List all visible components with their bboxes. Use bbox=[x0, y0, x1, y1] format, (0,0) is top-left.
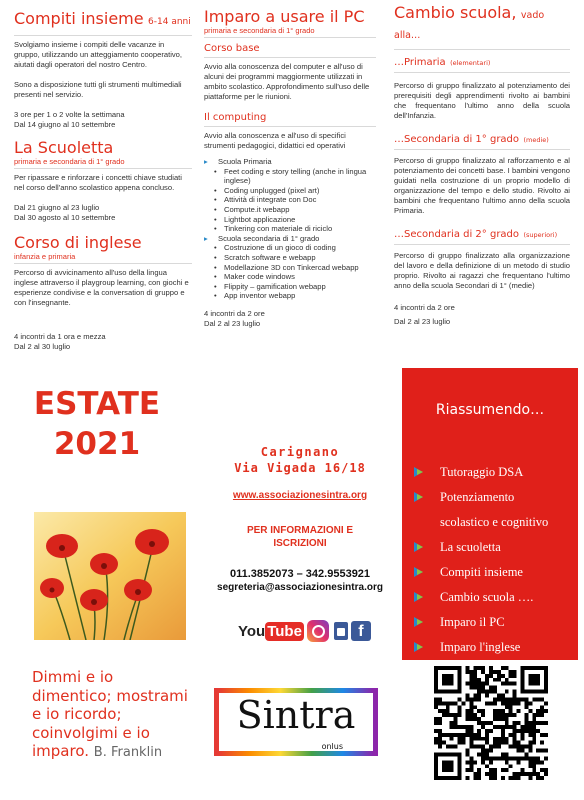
city: Carignano bbox=[260, 445, 340, 459]
column-right bbox=[394, 4, 570, 327]
arrow-icon bbox=[414, 642, 426, 653]
cambio-title-row bbox=[394, 4, 570, 45]
inglese-text: Percorso di avvicinamento all'uso della lingua inglese attraverso il playgroup learning, con giochi e esperienze condivise e la conversation di gruppo e con l'insegnante. bbox=[14, 268, 189, 307]
pc-subtitle: primaria e secondaria di 1° grado bbox=[204, 26, 315, 35]
list-item: • App inventor webapp bbox=[204, 291, 376, 301]
primaria-title: …Primaria bbox=[394, 57, 446, 68]
youtube-tube: Tube bbox=[267, 622, 302, 640]
sintra-logo bbox=[214, 688, 378, 756]
list-head-primaria: ▸ Scuola Primaria bbox=[204, 157, 376, 167]
sec1-note: (medie) bbox=[523, 136, 549, 144]
sec1-heading bbox=[394, 131, 570, 147]
section-inglese bbox=[14, 233, 192, 352]
arrow-icon bbox=[414, 617, 426, 628]
sintra-logo-sub: onlus bbox=[321, 742, 343, 751]
column-middle bbox=[204, 8, 376, 329]
list-item: • Feet coding e story telling (anche in lingua inglese) bbox=[204, 167, 376, 186]
website-link[interactable]: www.associazionesintra.org bbox=[232, 490, 368, 501]
divider bbox=[394, 72, 570, 73]
divider bbox=[14, 168, 192, 169]
phones: 011.3852073 – 342.9553921 bbox=[229, 568, 371, 580]
computing-list bbox=[204, 157, 376, 301]
email[interactable]: segreteria@associazionesintra.org bbox=[217, 582, 383, 593]
sec2-text: Percorso di gruppo finalizzato alla organizzazione del lavoro e della definizione di un metodo di studio proprio. Rivolto ai ragazzi che frequentano l'ultimo anno della scuola Secondari di 1° (medie) bbox=[394, 251, 570, 290]
inglese-dates-2: Dal 2 al 30 luglio bbox=[14, 342, 71, 351]
list-item: • Flippity – gamification webapp bbox=[204, 282, 376, 292]
compiti-text-2: Sono a disposizione tutti gli strumenti multimediali presenti nel servizio. bbox=[14, 80, 182, 99]
franklin-quote bbox=[32, 668, 192, 763]
scuoletta-dates-2: Dal 30 agosto al 10 settembre bbox=[14, 213, 116, 222]
divider bbox=[204, 126, 376, 127]
poppies-painting bbox=[34, 512, 186, 640]
pc-dates-2: Dal 2 al 23 luglio bbox=[204, 318, 261, 328]
divider bbox=[14, 263, 192, 264]
sec2-heading bbox=[394, 226, 570, 242]
corso-base-title: Corso base bbox=[204, 43, 260, 54]
list-item: • Coding unplugged (pixel art) bbox=[204, 186, 376, 196]
sec1-title: …Secondaria di 1° grado bbox=[394, 134, 520, 145]
qr-code[interactable] bbox=[434, 666, 548, 780]
list-item: • Tinkering con materiale di riciclo bbox=[204, 224, 376, 234]
summary-item: Cambio scuola …. bbox=[414, 585, 578, 610]
compiti-title: Compiti insieme bbox=[14, 9, 144, 28]
estate-title bbox=[0, 384, 194, 464]
summary-item: Tutoraggio DSA bbox=[414, 460, 578, 485]
summary-item: Imparo l'inglese bbox=[414, 635, 578, 660]
divider bbox=[204, 37, 376, 38]
list-item: • Lightbot applicazione bbox=[204, 215, 376, 225]
corso-base-text: Avvio alla conoscenza del computer e all'uso di alcuni dei programmi maggiormente utilizzati in ambito scolastico. Approfondimento sull'uso delle piattaforme per le riunioni. bbox=[204, 62, 370, 101]
youtube-you: You bbox=[238, 622, 266, 640]
arrow-icon bbox=[414, 567, 426, 578]
divider bbox=[394, 149, 570, 150]
primaria-text: Percorso di gruppo finalizzato al potenziamento dei prerequisiti degli apprendimenti rivolto ai bambini che frequentano l'ultimo anno della scuola dell'Infanzia. bbox=[394, 81, 570, 120]
scuoletta-text: Per ripassare e rinforzare i concetti chiave studiati nel corso dell'anno scolastico appena concluso. bbox=[14, 173, 182, 192]
primaria-note: (elementari) bbox=[450, 59, 491, 67]
estate-year: 2021 bbox=[53, 426, 141, 462]
sintra-logo-word: Sintra bbox=[236, 693, 356, 737]
list-item: • Compute.it webapp bbox=[204, 205, 376, 215]
contact-block bbox=[200, 444, 400, 593]
arrow-icon bbox=[414, 592, 426, 603]
section-title bbox=[14, 8, 192, 33]
cambio-title-small: vado alla… bbox=[394, 10, 545, 41]
compiti-text-1: Svolgiamo insieme i compiti delle vacanze in gruppo, utilizzando un atteggiamento cooperativo, aiutati dagli operatori del nostro Centro. bbox=[14, 40, 183, 69]
cambio-title: Cambio scuola, bbox=[394, 3, 517, 22]
quote-author: B. Franklin bbox=[93, 745, 163, 760]
cambio-dates-1: 4 incontri da 2 ore bbox=[394, 303, 455, 312]
address: Via Vigada 16/18 bbox=[234, 461, 366, 475]
compiti-dates-1: 3 ore per 1 o 2 volte la settimana bbox=[14, 110, 125, 119]
scuoletta-subtitle: primaria e secondaria di 1° grado bbox=[14, 157, 125, 166]
compiti-age: 6-14 anni bbox=[148, 17, 191, 27]
info-heading-2: ISCRIZIONI bbox=[273, 538, 327, 549]
computing-text: Avvio alla conoscenza e all'uso di specifici strumenti pedagogici, didattici ed operativi bbox=[204, 131, 346, 150]
youtube-icon[interactable] bbox=[238, 622, 304, 641]
pc-dates-1: 4 incontri da 2 ore bbox=[204, 308, 265, 318]
summary-item: Potenziamento bbox=[414, 485, 578, 510]
computing-title: Il computing bbox=[204, 112, 267, 123]
inglese-title: Corso di inglese bbox=[14, 233, 142, 252]
sec2-note: (superiori) bbox=[523, 231, 558, 239]
divider bbox=[394, 49, 570, 50]
arrow-icon bbox=[414, 542, 426, 553]
scuoletta-title: La Scuoletta bbox=[14, 138, 114, 157]
summary-item: scolastico e cognitivo bbox=[440, 515, 549, 529]
sec1-text: Percorso di gruppo finalizzato al rafforzamento e al potenziamento dei concetti base. I bambini vengono guidati nella costruzione di un proprio modello di organizzazione del tempo e dello studio. Rivolto ai bambini che frequentano l'ultimo anno della scuola Primaria. bbox=[394, 156, 570, 215]
summary-item: Imparo il PC bbox=[414, 610, 578, 635]
list-item: • Maker code windows bbox=[204, 272, 376, 282]
compiti-dates-2: Dal 14 giugno al 10 settembre bbox=[14, 120, 116, 129]
summary-list bbox=[402, 460, 578, 660]
section-compiti-insieme bbox=[14, 8, 192, 130]
pc-title: Imparo a usare il PC bbox=[204, 7, 365, 26]
list-item: • Modellazione 3D con Tinkercad webapp bbox=[204, 263, 376, 273]
inglese-subtitle: infanzia e primaria bbox=[14, 252, 76, 261]
info-heading-1: PER INFORMAZIONI E bbox=[246, 525, 354, 536]
inglese-dates-1: 4 incontri da 1 ora e mezza bbox=[14, 332, 106, 341]
sec2-title: …Secondaria di 2° grado bbox=[394, 229, 520, 240]
divider bbox=[204, 57, 376, 58]
scuoletta-dates-1: Dal 21 giugno al 23 luglio bbox=[14, 203, 100, 212]
divider bbox=[394, 244, 570, 245]
column-left bbox=[14, 8, 192, 352]
summary-item: Compiti insieme bbox=[414, 560, 578, 585]
social-icons bbox=[238, 620, 371, 642]
list-item: • Attività di integrate con Doc bbox=[204, 195, 376, 205]
instagram-icon[interactable] bbox=[307, 620, 329, 642]
summary-title: Riassumendo… bbox=[435, 402, 545, 418]
arrow-icon bbox=[414, 492, 426, 503]
list-head-secondaria: ▸ Scuola secondaria di 1° grado bbox=[204, 234, 376, 244]
divider bbox=[14, 35, 192, 36]
facebook-icon[interactable]: f bbox=[351, 621, 371, 641]
section-scuoletta bbox=[14, 138, 192, 223]
quote-text: Dimmi e io dimentico; mostrami e io ricordo; coinvolgimi e io imparo. bbox=[32, 668, 188, 760]
summary-panel bbox=[402, 368, 578, 660]
primaria-heading bbox=[394, 54, 570, 70]
list-item: • Scratch software e webapp bbox=[204, 253, 376, 263]
list-item: • Costruzione di un gioco di coding bbox=[204, 243, 376, 253]
summary-item: La scuoletta bbox=[414, 535, 578, 560]
arrow-icon bbox=[414, 467, 426, 478]
cambio-dates-2: Dal 2 al 23 luglio bbox=[394, 317, 451, 326]
like-icon[interactable] bbox=[334, 622, 348, 640]
estate-word: ESTATE bbox=[33, 386, 161, 422]
